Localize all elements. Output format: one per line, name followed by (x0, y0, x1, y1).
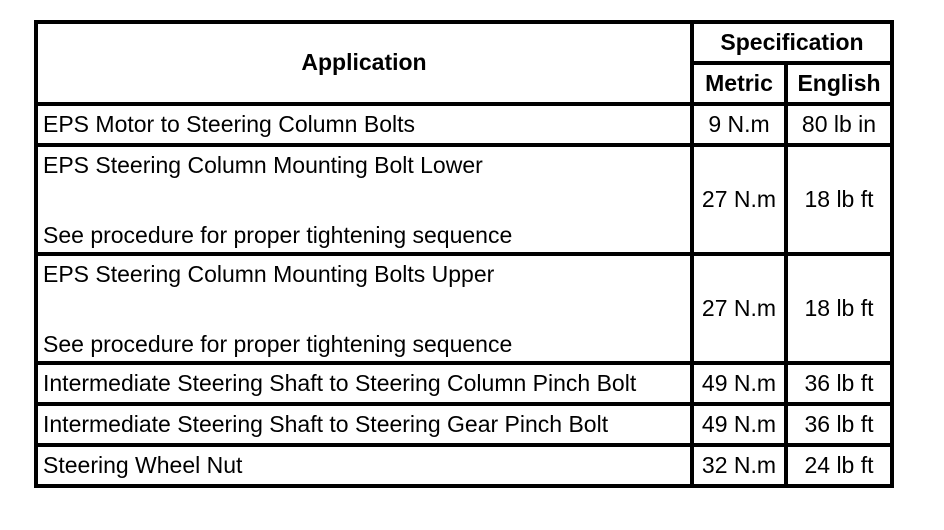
table-row (36, 445, 892, 486)
metric-cell: 27 N.m (692, 254, 786, 363)
metric-cell: 32 N.m (692, 445, 786, 486)
table-row (36, 145, 892, 254)
metric-header: Metric (692, 63, 786, 104)
table-row (36, 404, 892, 445)
table-row (36, 254, 892, 363)
english-cell: 18 lb ft (786, 145, 892, 254)
application-cell (36, 145, 692, 254)
fastener-spec-table (34, 20, 894, 488)
english-cell: 18 lb ft (786, 254, 892, 363)
english-cell: 80 lb in (786, 104, 892, 145)
application-cell: EPS Motor to Steering Column Bolts (36, 104, 692, 145)
english-cell: 36 lb ft (786, 363, 892, 404)
metric-cell: 49 N.m (692, 363, 786, 404)
table-row (36, 104, 892, 145)
metric-cell: 27 N.m (692, 145, 786, 254)
application-text: EPS Steering Column Mounting Bolts Upper (43, 261, 495, 287)
application-cell: Intermediate Steering Shaft to Steering Column Pinch Bolt (36, 363, 692, 404)
metric-cell: 49 N.m (692, 404, 786, 445)
specification-header: Specification (692, 22, 892, 63)
table-row (36, 363, 892, 404)
application-note: See procedure for proper tightening sequence (43, 331, 513, 358)
application-header: Application (36, 22, 692, 104)
application-cell: Intermediate Steering Shaft to Steering Gear Pinch Bolt (36, 404, 692, 445)
english-cell: 24 lb ft (786, 445, 892, 486)
metric-cell: 9 N.m (692, 104, 786, 145)
application-cell (36, 254, 692, 363)
english-header: English (786, 63, 892, 104)
application-note: See procedure for proper tightening sequence (43, 222, 513, 249)
english-cell: 36 lb ft (786, 404, 892, 445)
application-cell: Steering Wheel Nut (36, 445, 692, 486)
application-text: EPS Steering Column Mounting Bolt Lower (43, 152, 483, 178)
